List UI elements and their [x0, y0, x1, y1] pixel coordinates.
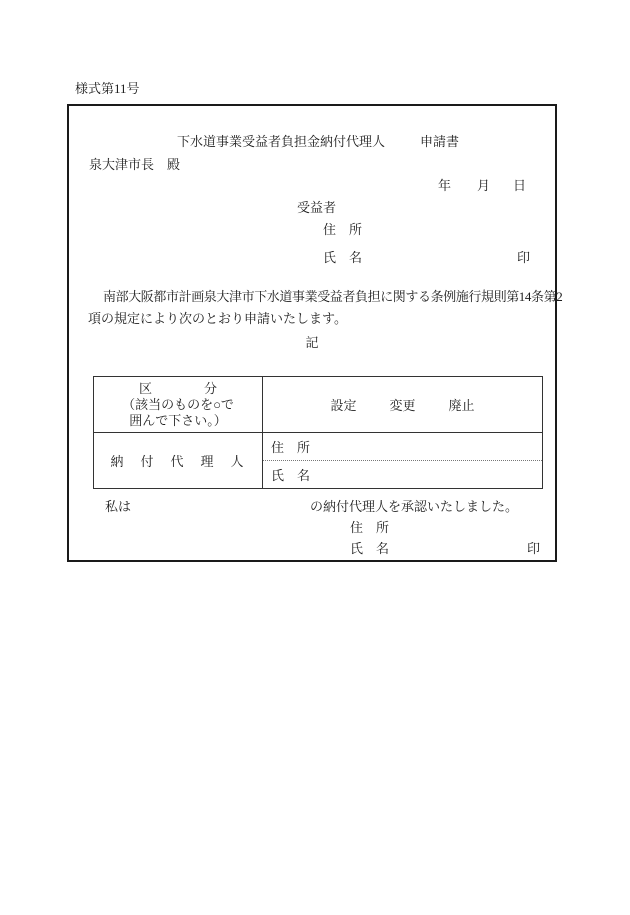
agent-address-label: 住 所: [271, 440, 311, 455]
paragraph-line-1: 南部大阪都市計画泉大津市下水道事業受益者負担に関する条例施行規則第14条第2: [103, 289, 563, 304]
agent-fields-cell: [263, 433, 542, 488]
option-haishi: 廃止: [448, 398, 475, 413]
agent-name-label: 氏 名: [271, 468, 311, 483]
addressee: 泉大津市長 殿: [89, 157, 181, 172]
agent-label-cell: [94, 433, 263, 488]
category-title: 区 分: [138, 380, 217, 396]
category-instruction-1: （該当のものを○で: [122, 396, 234, 412]
form-title: 下水道事業受益者負担金納付代理人: [177, 134, 386, 149]
agent-label: 納 付 代 理 人: [110, 454, 246, 469]
category-options-cell: [263, 377, 542, 432]
date-year-label: 年: [438, 178, 452, 193]
category-header-cell: [94, 377, 263, 432]
beneficiary-address-label: 住 所: [323, 222, 363, 237]
form-number: 様式第11号: [75, 81, 140, 96]
category-row: [94, 377, 542, 433]
option-settei: 設定: [330, 398, 357, 413]
approval-statement: の納付代理人を承認いたしました。: [310, 499, 519, 514]
form-box: [67, 104, 563, 562]
category-instruction-2: 囲んで下さい。）: [129, 412, 227, 428]
approval-prefix: 私は: [105, 499, 132, 514]
date-day-label: 日: [513, 178, 527, 193]
beneficiary-label: 受益者: [297, 200, 337, 215]
approval-address-label: 住 所: [350, 520, 390, 535]
beneficiary-seal-label: 印: [517, 250, 531, 265]
paragraph-line-2: 項の規定により次のとおり申請いたします。: [88, 311, 347, 326]
option-henkou: 変更: [389, 398, 416, 413]
approval-seal-label: 印: [527, 541, 541, 556]
date-month-label: 月: [477, 178, 491, 193]
approval-name-label: 氏 名: [350, 541, 390, 556]
beneficiary-name-label: 氏 名: [323, 250, 363, 265]
form-title-suffix: 申請書: [420, 134, 460, 149]
agent-name-field: [263, 461, 542, 488]
category-options: [263, 377, 542, 432]
section-heading-ki: 記: [305, 335, 319, 350]
agent-row: [94, 433, 542, 488]
category-table: [93, 376, 543, 489]
agent-address-field: [263, 433, 542, 461]
